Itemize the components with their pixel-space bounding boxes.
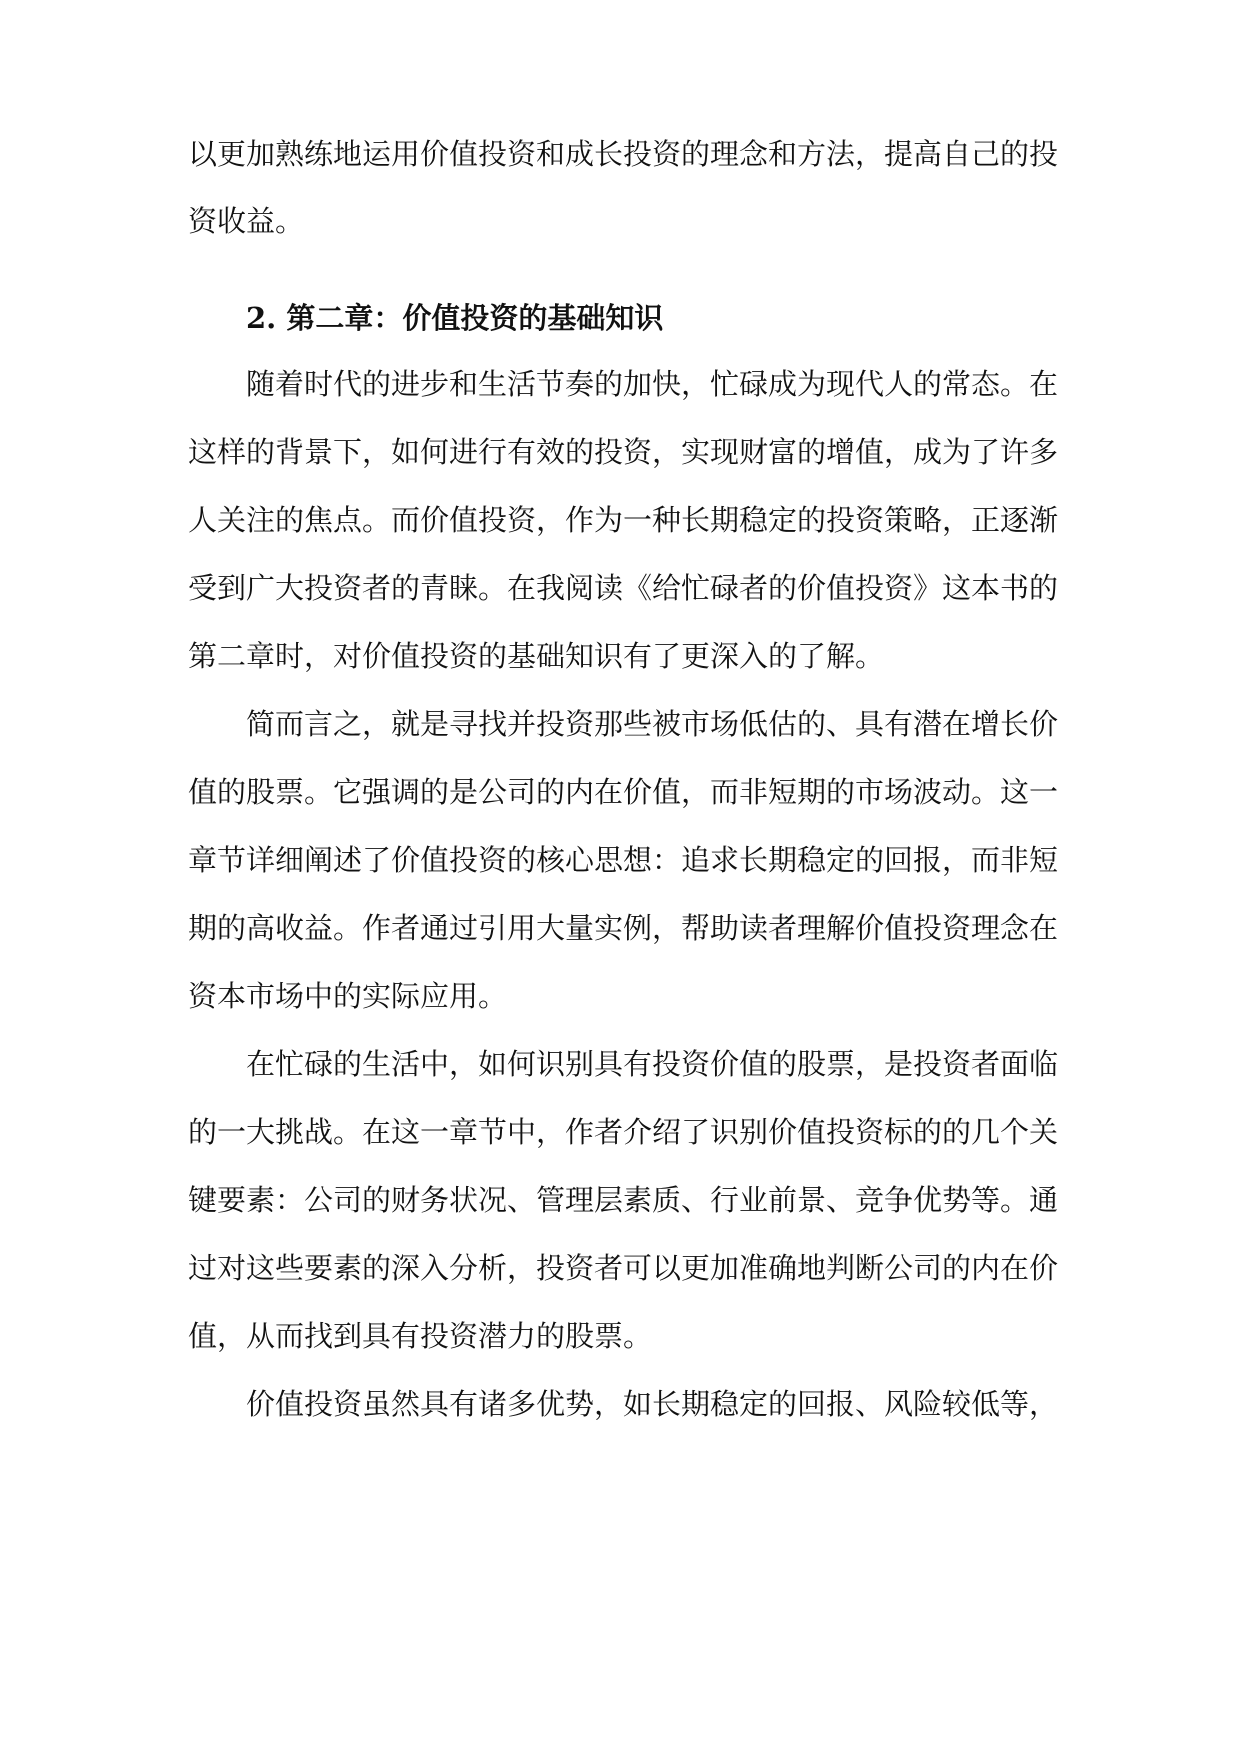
paragraph-line: 值，从而找到具有投资潜力的股票。 bbox=[188, 1319, 653, 1353]
paragraph-line: 随着时代的进步和生活节奏的加快，忙碌成为现代人的常态。在 bbox=[246, 367, 1058, 401]
paragraph-line: 资本市场中的实际应用。 bbox=[188, 979, 508, 1013]
paragraph-line: 受到广大投资者的青睐。在我阅读《给忙碌者的价值投资》这本书的 bbox=[188, 571, 1058, 605]
paragraph-line: 第二章时，对价值投资的基础知识有了更深入的了解。 bbox=[188, 639, 885, 673]
paragraph-line: 过对这些要素的深入分析，投资者可以更加准确地判断公司的内在价 bbox=[188, 1251, 1058, 1285]
paragraph-line: 价值投资虽然具有诸多优势，如长期稳定的回报、风险较低等， bbox=[246, 1387, 1058, 1421]
paragraph-line: 期的高收益。作者通过引用大量实例，帮助读者理解价值投资理念在 bbox=[188, 911, 1058, 945]
paragraph-line: 的一大挑战。在这一章节中，作者介绍了识别价值投资标的的几个关 bbox=[188, 1115, 1058, 1149]
paragraph-line: 资收益。 bbox=[188, 204, 305, 238]
paragraph-line: 在忙碌的生活中，如何识别具有投资价值的股票，是投资者面临 bbox=[246, 1047, 1058, 1081]
paragraph-line: 这样的背景下，如何进行有效的投资，实现财富的增值，成为了许多 bbox=[188, 435, 1058, 469]
section-heading: 2. 第二章：价值投资的基础知识 bbox=[246, 301, 664, 335]
paragraph-line: 人关注的焦点。而价值投资，作为一种长期稳定的投资策略，正逐渐 bbox=[188, 503, 1058, 537]
paragraph-line: 键要素：公司的财务状况、管理层素质、行业前景、竞争优势等。通 bbox=[188, 1183, 1058, 1217]
paragraph-line: 简而言之，就是寻找并投资那些被市场低估的、具有潜在增长价 bbox=[246, 707, 1058, 741]
paragraph-line: 章节详细阐述了价值投资的核心思想：追求长期稳定的回报，而非短 bbox=[188, 843, 1058, 877]
paragraph-line: 以更加熟练地运用价值投资和成长投资的理念和方法，提高自己的投 bbox=[188, 137, 1058, 171]
paragraph-line: 值的股票。它强调的是公司的内在价值，而非短期的市场波动。这一 bbox=[188, 775, 1058, 809]
